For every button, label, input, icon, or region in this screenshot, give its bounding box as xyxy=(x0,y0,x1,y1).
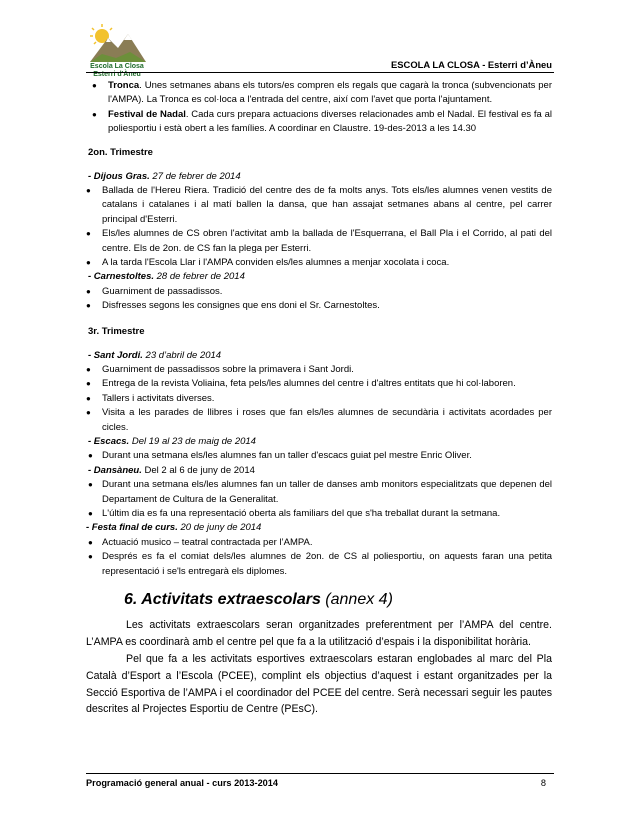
bullet-icon: ● xyxy=(86,229,91,239)
list-item: ● Guarniment de passadissos sobre la primavera i Sant Jordi. xyxy=(86,363,552,377)
list-item-tronca: ● Tronca. Unes setmanes abans els tutors/es compren els regals que cagarà la tronca (subvencionats per l'AMPA). La Tronca es col·loca a l'entrada del centre, així com l'avet que porta l'ajuntament. xyxy=(92,80,552,106)
bullet-icon: ● xyxy=(86,286,91,296)
bullet-icon: ● xyxy=(88,480,93,490)
list-item: ● Després es fa el comiat dels/les alumnes de 2on. de CS al poliesportiu, on aquests faran una petita representació i se'ls entregarà els diplomes. xyxy=(88,551,552,577)
list-item: ● Visita a les parades de llibres i roses que fan els/les alumnes de secundària i activitats acordades per cicles. xyxy=(86,407,552,433)
school-header: ESCOLA LA CLOSA - Esterri d’Àneu xyxy=(391,59,552,70)
logo-text-line1: Escola La Closa xyxy=(90,63,144,70)
list-item: ● Guarniment de passadissos. xyxy=(86,285,552,299)
page-number: 8 xyxy=(540,778,546,788)
logo-text-line2: Esterri d'Àneu xyxy=(93,71,141,78)
event-festa-final: - Festa final de curs. 20 de juny de 2014 xyxy=(86,522,262,534)
event-carnestoltes: - Carnestoltes. 28 de febrer de 2014 xyxy=(88,271,245,283)
header-rule xyxy=(86,72,554,73)
bullet-icon: ● xyxy=(86,185,91,195)
list-item: ● Durant una setmana els/les alumnes fan un taller d'escacs guiat pel mestre Enric Oliver. xyxy=(86,449,552,463)
bullet-icon: ● xyxy=(92,81,97,90)
paragraph-ampa: Les activitats extraescolars seran organitzades preferentment per l’AMPA del centre. L’AMPA es coordinarà amb el centre pel que fa a la utilització d’espais i la disponibilitat horària. xyxy=(86,619,552,649)
event-escacs: - Escacs. Del 19 al 23 de maig de 2014 xyxy=(88,435,256,447)
list-item: ● Els/les alumnes de CS obren l'activitat amb la ballada de l'Esquerrana, el Ball Pla i el Corrido, al pati del centre. Els de 2on. de CS fan la plega per Esterri. xyxy=(86,228,552,254)
list-item: ● L'últim dia es fa una representació oberta als familiars del que s'ha treballat durant la setmana. xyxy=(86,507,552,521)
school-logo-image xyxy=(86,22,148,78)
trimester-3-title: 3r. Trimestre xyxy=(88,325,145,337)
bullet-icon: ● xyxy=(88,552,93,562)
bullet-icon: ● xyxy=(86,257,91,267)
list-item: ● Tallers i activitats diverses. xyxy=(86,392,552,406)
footer-rule xyxy=(86,773,554,774)
school-logo xyxy=(86,22,148,78)
list-item: ● Actuació musico – teatral contractada per l’AMPA. xyxy=(86,536,552,550)
bullet-icon: ● xyxy=(88,537,93,547)
bullet-icon: ● xyxy=(86,393,91,403)
list-item: ● Ballada de l'Hereu Riera. Tradició del centre des de fa molts anys. Tots els/les alumnes venen vestits de catalans i catalanes i al matí ballen la dansa, que han assajat setmanes abans al centre, pel carrer principal d'Esterri. xyxy=(86,184,552,225)
bullet-icon: ● xyxy=(88,451,93,461)
bullet-icon: ● xyxy=(86,379,91,389)
list-item-nadal: ● Festival de Nadal. Cada curs prepara actuacions diverses relacionades amb el Nadal. El festival es fa al poliesportiu i està obert a les famílies. A coordinar en Claustre. 19-des-2013 a les 14.30 xyxy=(92,108,552,135)
list-item: ● Disfresses segons les consignes que ens doni el Sr. Carnestoltes. xyxy=(86,299,552,313)
event-dansaneu: - Dansàneu. Del 2 al 6 de juny de 2014 xyxy=(88,464,255,476)
bullet-icon: ● xyxy=(88,508,93,518)
list-item: ● A la tarda l'Escola Llar i l'AMPA conviden els/les alumnes a menjar xocolata i coca. xyxy=(86,256,552,270)
bullet-icon: ● xyxy=(86,301,91,311)
list-item: ● Durant una setmana els/les alumnes fan un taller de danses amb monitors especialitzats que depenen del Departament de Cultura de la Generalitat. xyxy=(88,479,552,505)
bullet-icon: ● xyxy=(86,408,91,418)
trimester-2-title: 2on. Trimestre xyxy=(88,146,153,158)
bullet-icon: ● xyxy=(92,109,97,119)
list-item: ● Entrega de la revista Voliaina, feta pels/les alumnes del centre i d'altres entitats que hi col·laboren. xyxy=(86,377,552,391)
event-dijous-gras: - Dijous Gras. 27 de febrer de 2014 xyxy=(88,170,241,182)
paragraph-esport: Pel que fa a les activitats esportives extraescolars estaran englobades al marc del Pla Català d’Esport a l’Escola (PCEE), complint els objectius d’aquest i estant organitzades per la Secció Esportiva de l’AMPA i el coordinador del PCEE del centre. Serà necessari seguir les pautes descrites al Projectes Esportiu de Centre (PEsC). xyxy=(86,653,552,716)
event-sant-jordi: - Sant Jordi. 23 d’abril de 2014 xyxy=(88,349,222,361)
footer-title: Programació general anual - curs 2013-2014 xyxy=(86,778,279,788)
page-content xyxy=(86,79,552,718)
section-heading: 6. Activitats extraescolars (annex 4) xyxy=(124,591,393,608)
bullet-icon: ● xyxy=(86,364,91,374)
